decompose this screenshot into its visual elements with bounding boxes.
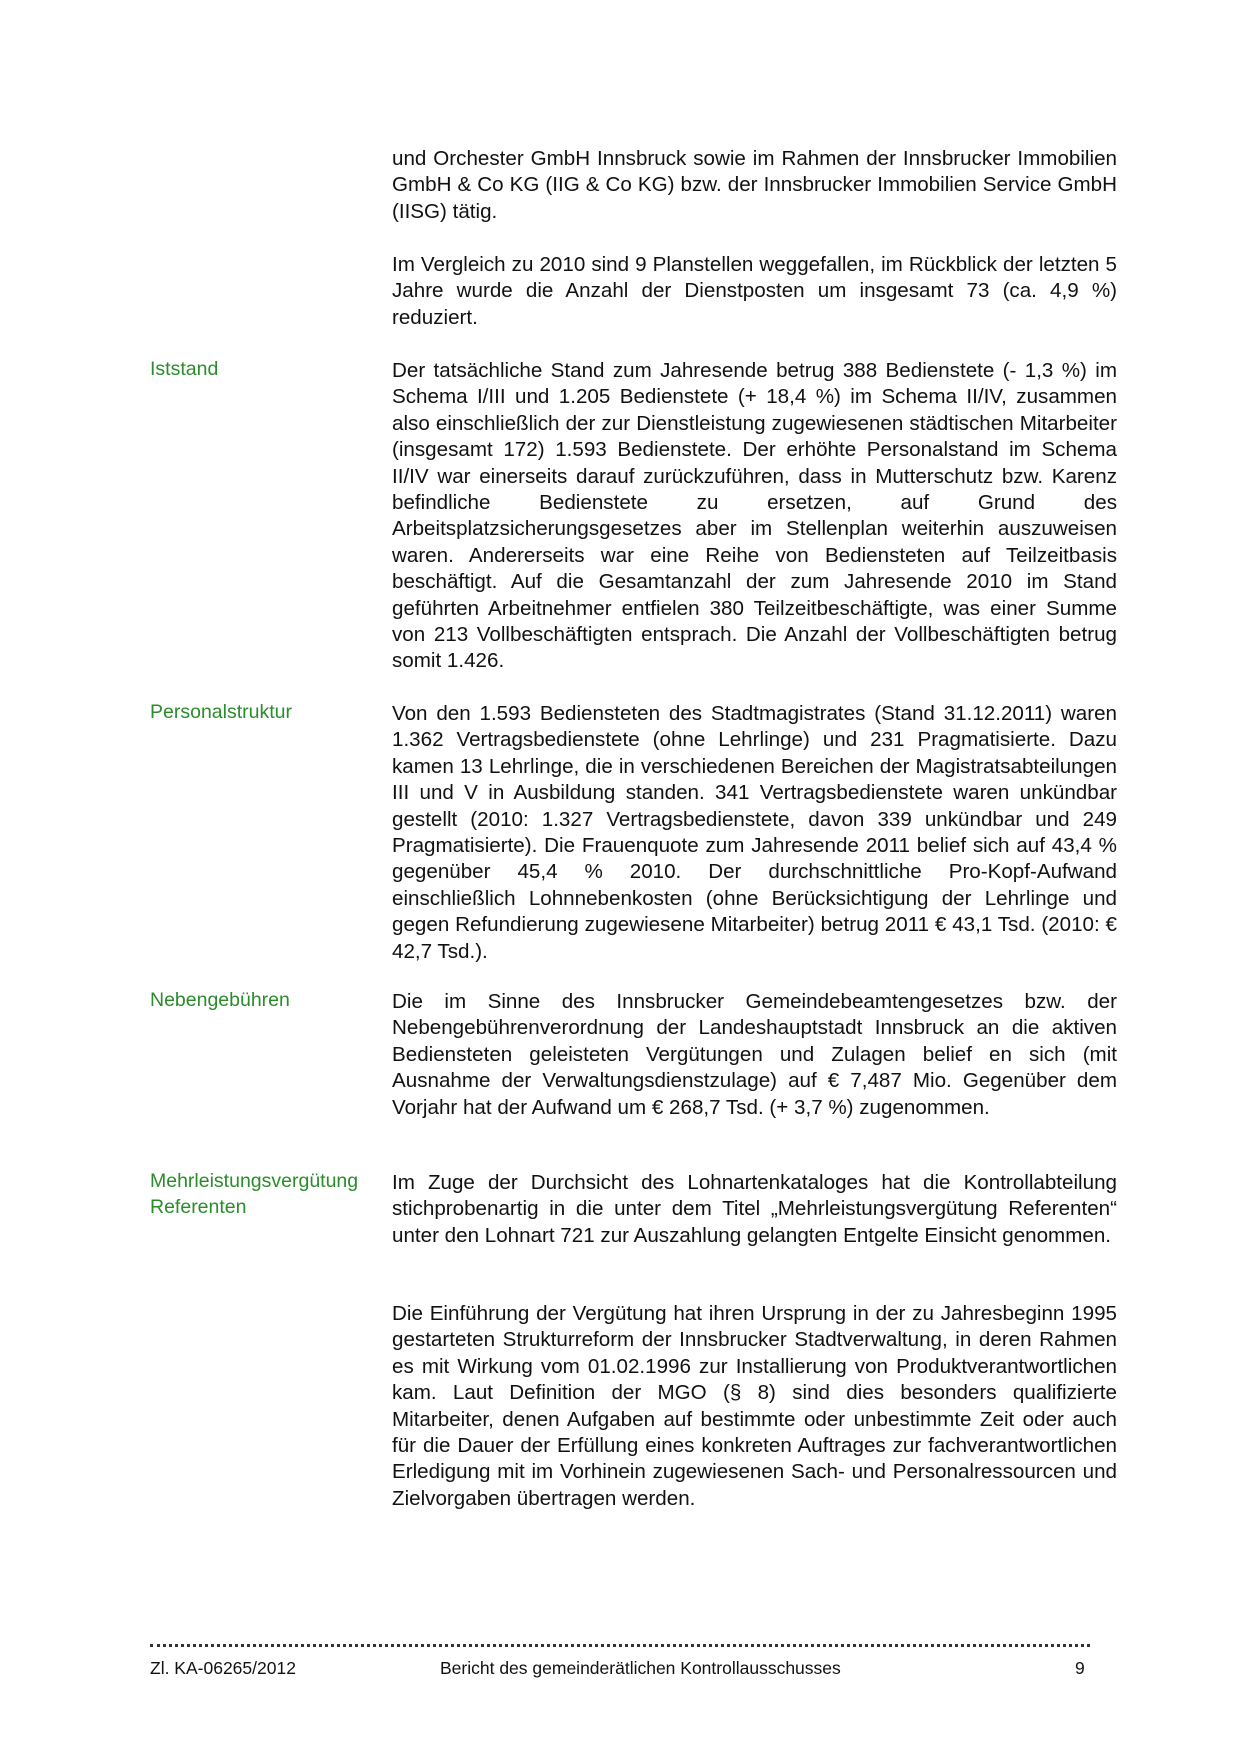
- paragraph-iststand: Der tatsächliche Stand zum Jahresende betrug 388 Bedienstete (- 1,3 %) im Schema I/III und 1.205 Bedienstete (+ 18,4 %) im Schema II/IV, zusammen also einschließlich der zur Dienstleistung zugewiesenen städtischen Mitarbeiter (insgesamt 172) 1.593 Bedienstete. Der erhöhte Personalstand im Schema II/IV war einerseits darauf zurückzuführen, dass in Mutterschutz bzw. Karenz befindliche Bedienstete zu ersetzen, auf Grund des Arbeitsplatzsicherungsgesetzes aber im Stellenplan weiterhin auszuweisen waren. Andererseits war eine Reihe von Bediensteten auf Teilzeitbasis beschäftigt. Auf die Gesamtanzahl der zum Jahresende 2010 im Stand geführten Arbeitnehmer entfielen 380 Teilzeitbeschäftigte, was einer Summe von 213 Vollbeschäftigten entsprach. Die Anzahl der Vollbeschäftigten betrug somit 1.426.: [392, 359, 1117, 673]
- paragraph-mehrleistung: Im Zuge der Durchsicht des Lohnartenkataloges hat die Kontrollabteilung stichprobenartig in die unter dem Titel „Mehrleistungsvergütung Referenten“ unter den Lohnart 721 zur Auszahlung gelangten Entgelte Einsicht genommen.: [392, 1171, 1117, 1247]
- footer-page-number: 9: [1075, 1658, 1085, 1678]
- paragraph-nebengebuehren: Die im Sinne des Innsbrucker Gemeindebeamtengesetzes bzw. der Nebengebührenverordnung der Landeshauptstadt Innsbruck an die aktiven Bediensteten geleisteten Vergütungen und Zulagen belief en sich (mit Ausnahme der Verwaltungsdienstzulage) auf € 7,487 Mio. Gegenüber dem Vorjahr hat der Aufwand um € 268,7 Tsd. (+ 3,7 %) zugenommen.: [392, 990, 1117, 1119]
- margin-label-mehrleistung-line2: Referenten: [150, 1196, 247, 1218]
- footer-reference: Zl. KA-06265/2012: [150, 1658, 296, 1678]
- paragraph-vergleich: Im Vergleich zu 2010 sind 9 Planstellen weggefallen, im Rückblick der letzten 5 Jahre wurde die Anzahl der Dienstposten um insgesamt 73 (ca. 4,9 %) reduziert.: [392, 253, 1117, 329]
- paragraph-personalstruktur: Von den 1.593 Bediensteten des Stadtmagistrates (Stand 31.12.2011) waren 1.362 Vertragsbedienstete (ohne Lehrlinge) und 231 Pragmatisierte. Dazu kamen 13 Lehrlinge, die in verschiedenen Bereichen der Magistratsabteilungen III und V in Ausbildung standen. 341 Vertragsbedienstete waren unkündbar gestellt (2010: 1.327 Vertragsbedienstete, davon 339 unkündbar und 249 Pragmatisierte). Die Frauenquote zum Jahresende 2011 belief sich auf 43,4 % gegenüber 45,4 % 2010. Der durchschnittliche Pro-Kopf-Aufwand einschließlich Lohnnebenkosten (ohne Berücksichtigung der Lehrlinge und gegen Refundierung zugewiesene Mitarbeiter) betrug 2011 € 43,1 Tsd. (2010: € 42,7 Tsd.).: [392, 702, 1117, 963]
- margin-label-mehrleistung: [150, 1168, 380, 1220]
- paragraph-intro: und Orchester GmbH Innsbruck sowie im Rahmen der Innsbrucker Immobilien GmbH & Co KG (IIG & Co KG) bzw. der Innsbrucker Immobilien Service GmbH (IISG) tätig.: [392, 147, 1117, 223]
- margin-label-nebengebuehren: Nebengebühren: [150, 989, 290, 1011]
- margin-label-mehrleistung-line1: Mehrleistungsvergütung: [150, 1170, 359, 1192]
- margin-label-iststand: Iststand: [150, 358, 219, 380]
- margin-label-personalstruktur: Personalstruktur: [150, 701, 292, 723]
- paragraph-einfuehrung: Die Einführung der Vergütung hat ihren Ursprung in der zu Jahresbeginn 1995 gestarteten Strukturreform der Innsbrucker Stadtverwaltung, in deren Rahmen es mit Wirkung vom 01.02.1996 zur Installierung von Produktverantwortlichen kam. Laut Definition der MGO (§ 8) sind dies besonders qualifizierte Mitarbeiter, denen Aufgaben auf bestimmte oder unbestimmte Zeit oder auch für die Dauer der Erfüllung eines konkreten Auftrages zur fachverantwortlichen Erledigung mit im Vorhinein zugewiesenen Sach- und Personalressourcen und Zielvorgaben übertragen werden.: [392, 1302, 1117, 1510]
- footer-divider: [150, 1636, 1090, 1647]
- footer-title: Bericht des gemeinderätlichen Kontrollausschusses: [440, 1658, 841, 1678]
